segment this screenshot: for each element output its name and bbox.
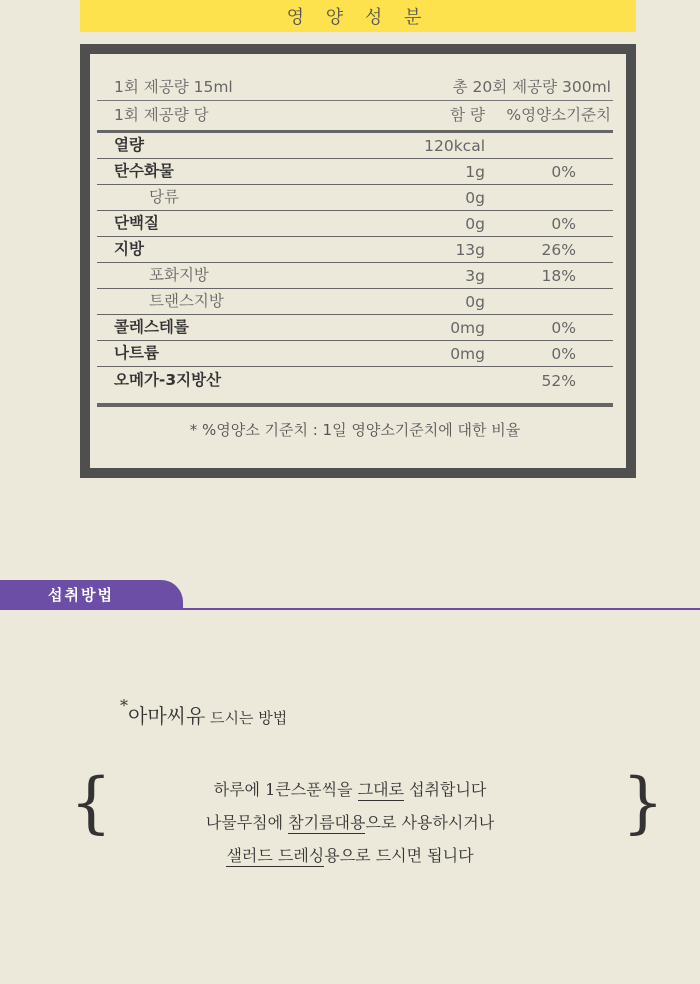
instruction-text: 용으로 드시면 됩니다 (324, 846, 474, 865)
intake-subtitle (120, 696, 288, 729)
nutrient-amount: 3g (465, 267, 485, 285)
nutrient-daily-value: 0% (551, 215, 576, 233)
table-row (97, 133, 613, 159)
nutrient-amount: 13g (455, 241, 485, 259)
nutrient-amount: 0mg (450, 345, 485, 363)
daily-value-footnote: * %영양소 기준치 : 1일 영양소기준치에 대한 비율 (189, 421, 521, 439)
nutrition-header: 영 양 성 분 (80, 0, 636, 32)
nutrient-amount: 0g (465, 189, 485, 207)
column-per-serving: 1회 제공량 당 (114, 106, 209, 124)
instruction-line-1 (160, 773, 540, 806)
nutrient-name: 당류 (149, 188, 179, 206)
table-row (97, 159, 613, 185)
nutrition-facts-table (80, 44, 636, 478)
nutrient-amount: 120kcal (424, 137, 485, 155)
subtitle-product-name: 아마씨유 (128, 704, 206, 728)
instruction-emphasis: 샐러드 드레싱 (226, 846, 325, 865)
instruction-text: 섭취합니다 (404, 780, 487, 799)
instruction-text: 으로 사용하시거나 (365, 813, 495, 832)
table-row (97, 185, 613, 211)
left-brace: { (70, 764, 112, 841)
table-row (97, 263, 613, 289)
nutrient-daily-value: 52% (541, 372, 576, 390)
subtitle-rest: 드시는 방법 (205, 709, 288, 727)
instruction-emphasis: 그대로 (357, 780, 404, 799)
nutrient-daily-value: 0% (551, 345, 576, 363)
table-bottom-rule (97, 403, 613, 407)
table-column-headers (97, 101, 613, 133)
table-row (97, 289, 613, 315)
serving-size-row (97, 74, 613, 101)
nutrient-amount: 0mg (450, 319, 485, 337)
nutrient-amount: 0g (465, 293, 485, 311)
right-brace: } (622, 764, 664, 841)
nutrient-name: 포화지방 (149, 266, 209, 284)
subtitle-asterisk: * (120, 696, 128, 715)
nutrient-daily-value: 0% (551, 319, 576, 337)
nutrient-name: 오메가-3지방산 (114, 371, 222, 389)
instruction-line-3 (160, 839, 540, 872)
nutrient-name: 트랜스지방 (149, 292, 224, 310)
nutrient-amount: 0g (465, 215, 485, 233)
instruction-line-2 (160, 806, 540, 839)
nutrient-name: 콜레스테롤 (114, 318, 189, 336)
nutrient-name: 나트륨 (114, 344, 159, 362)
intake-instructions (160, 773, 540, 872)
total-servings-label: 총 20회 제공량 300ml (452, 78, 611, 96)
nutrient-daily-value: 26% (541, 241, 576, 259)
nutrient-daily-value: 0% (551, 163, 576, 181)
nutrient-name: 지방 (114, 240, 144, 258)
column-amount: 함 량 (450, 106, 485, 124)
table-row (97, 315, 613, 341)
nutrient-daily-value: 18% (541, 267, 576, 285)
nutrient-name: 열량 (114, 136, 144, 154)
intake-method-tab: 섭취방법 (0, 580, 183, 610)
nutrient-name: 단백질 (114, 214, 159, 232)
serving-size-label: 1회 제공량 15ml (114, 78, 233, 96)
table-row (97, 211, 613, 237)
nutrient-amount: 1g (465, 163, 485, 181)
table-row (97, 367, 613, 393)
table-row (97, 237, 613, 263)
instruction-text: 나물무침에 (205, 813, 289, 832)
column-daily-value: %영양소기준치 (506, 106, 611, 124)
table-row (97, 341, 613, 367)
section-divider (0, 608, 700, 610)
instruction-text: 하루에 1큰스푼씩을 (213, 780, 358, 799)
nutrient-name: 탄수화물 (114, 162, 174, 180)
instruction-emphasis: 참기름대용 (288, 813, 366, 832)
